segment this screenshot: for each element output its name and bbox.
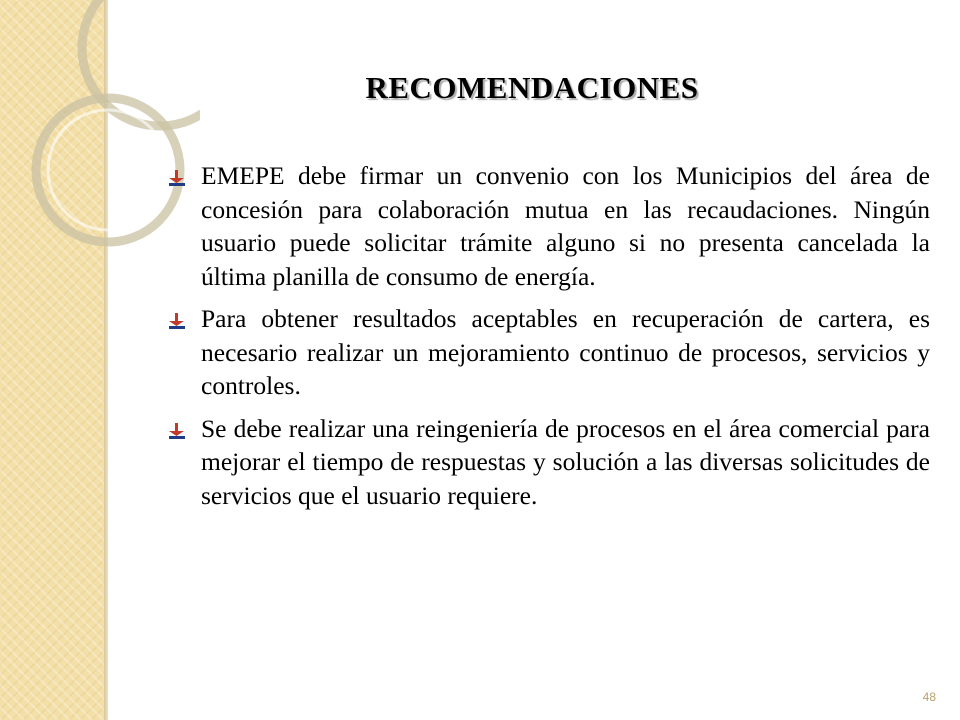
bullet-item <box>168 412 930 513</box>
bullet-text: EMEPE debe firmar un convenio con los Municipios del área de concesión para colaboración mutua en las recaudaciones. Ningún usuario puede solicitar trámite alguno si no presenta cancelada la última planilla de consumo de energía. <box>201 161 930 291</box>
arrow-down-bullet-icon <box>168 170 186 186</box>
slide-number: 48 <box>922 690 936 704</box>
bullet-item <box>168 302 930 403</box>
bullet-list <box>168 159 930 521</box>
slide-title: RECOMENDACIONES <box>365 70 699 105</box>
bullet-text: Para obtener resultados aceptables en recuperación de cartera, es necesario realizar un mejoramiento continuo de procesos, servicios y controles. <box>201 304 930 400</box>
arrow-down-bullet-icon <box>168 313 186 329</box>
bullet-text: Se debe realizar una reingeniería de procesos en el área comercial para mejorar el tiempo de respuestas y solución a las diversas solicitudes de servicios que el usuario requiere. <box>201 413 930 510</box>
arrow-down-bullet-icon <box>168 423 186 439</box>
bullet-item <box>168 159 930 293</box>
